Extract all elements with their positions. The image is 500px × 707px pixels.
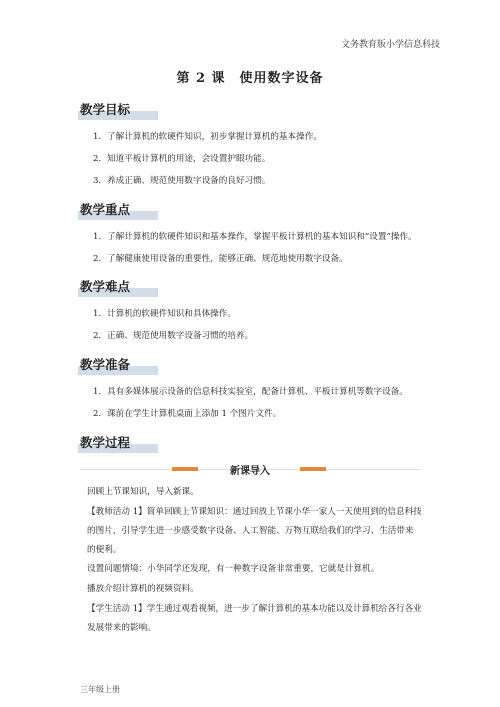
key-points-item: 1．了解计算机的软硬件知识和基本操作，掌握平板计算机的基本知识和“设置”操作。 bbox=[93, 232, 417, 242]
goals-item: 2．知道平板计算机的用途，会设置护眼功能。 bbox=[93, 154, 271, 164]
difficulties-item: 1．计算机的软硬件知识和具体操作。 bbox=[93, 309, 236, 319]
subheading-new-lesson-intro: 新课导入 bbox=[230, 466, 270, 477]
goals-item: 1．了解计算机的软硬件知识，初步掌握计算机的基本操作。 bbox=[93, 132, 322, 142]
goals-item: 3．养成正确、规范使用数字设备的良好习惯。 bbox=[93, 176, 271, 186]
preparation-item: 1．具有多媒体展示设备的信息科技实验室，配备计算机、平板计算机等数字设备。 bbox=[93, 387, 408, 397]
process-paragraph: 设置问题情境：小华同学还发现，有一种数字设备非常重要，它就是计算机。 bbox=[87, 564, 380, 574]
section-process-heading-text: 教学过程 bbox=[80, 435, 131, 450]
section-preparation-heading-text: 教学准备 bbox=[80, 357, 131, 372]
footer-grade: 三年级上册 bbox=[80, 685, 120, 694]
preparation-item: 2．课前在学生计算机桌面上添加 1 个图片文件。 bbox=[93, 409, 282, 419]
process-paragraph: 回顾上节课知识，导入新课。 bbox=[87, 487, 199, 497]
key-points-item: 2．了解健康使用设备的重要性，能够正确、规范地使用数字设备。 bbox=[93, 254, 348, 264]
section-goals-heading-text: 教学目标 bbox=[80, 102, 131, 117]
section-key-points-heading-text: 教学重点 bbox=[80, 202, 131, 217]
lesson-title: 第 2 课 使用数字设备 bbox=[176, 71, 324, 86]
process-paragraph: 【学生活动 1】学生通过观看视频，进一步了解计算机的基本功能以及计算机给各行各业发展带来的影响。 bbox=[87, 604, 422, 633]
difficulties-item: 2．正确、规范使用数字设备习惯的培养。 bbox=[93, 331, 254, 341]
process-paragraph: 播放介绍计算机的视频资料。 bbox=[87, 584, 199, 594]
section-difficulties-heading-text: 教学难点 bbox=[80, 279, 131, 294]
process-paragraph: 【教师活动 1】简单回顾上节课知识：通过回放上节课小华一家人一天使用到的信息科技的图片，引导学生进一步感受数字设备、人工智能、万物互联给我们的学习、生活带来的便利。 bbox=[87, 507, 422, 555]
publisher-header: 文务教育版小学信息科技 bbox=[340, 40, 440, 50]
